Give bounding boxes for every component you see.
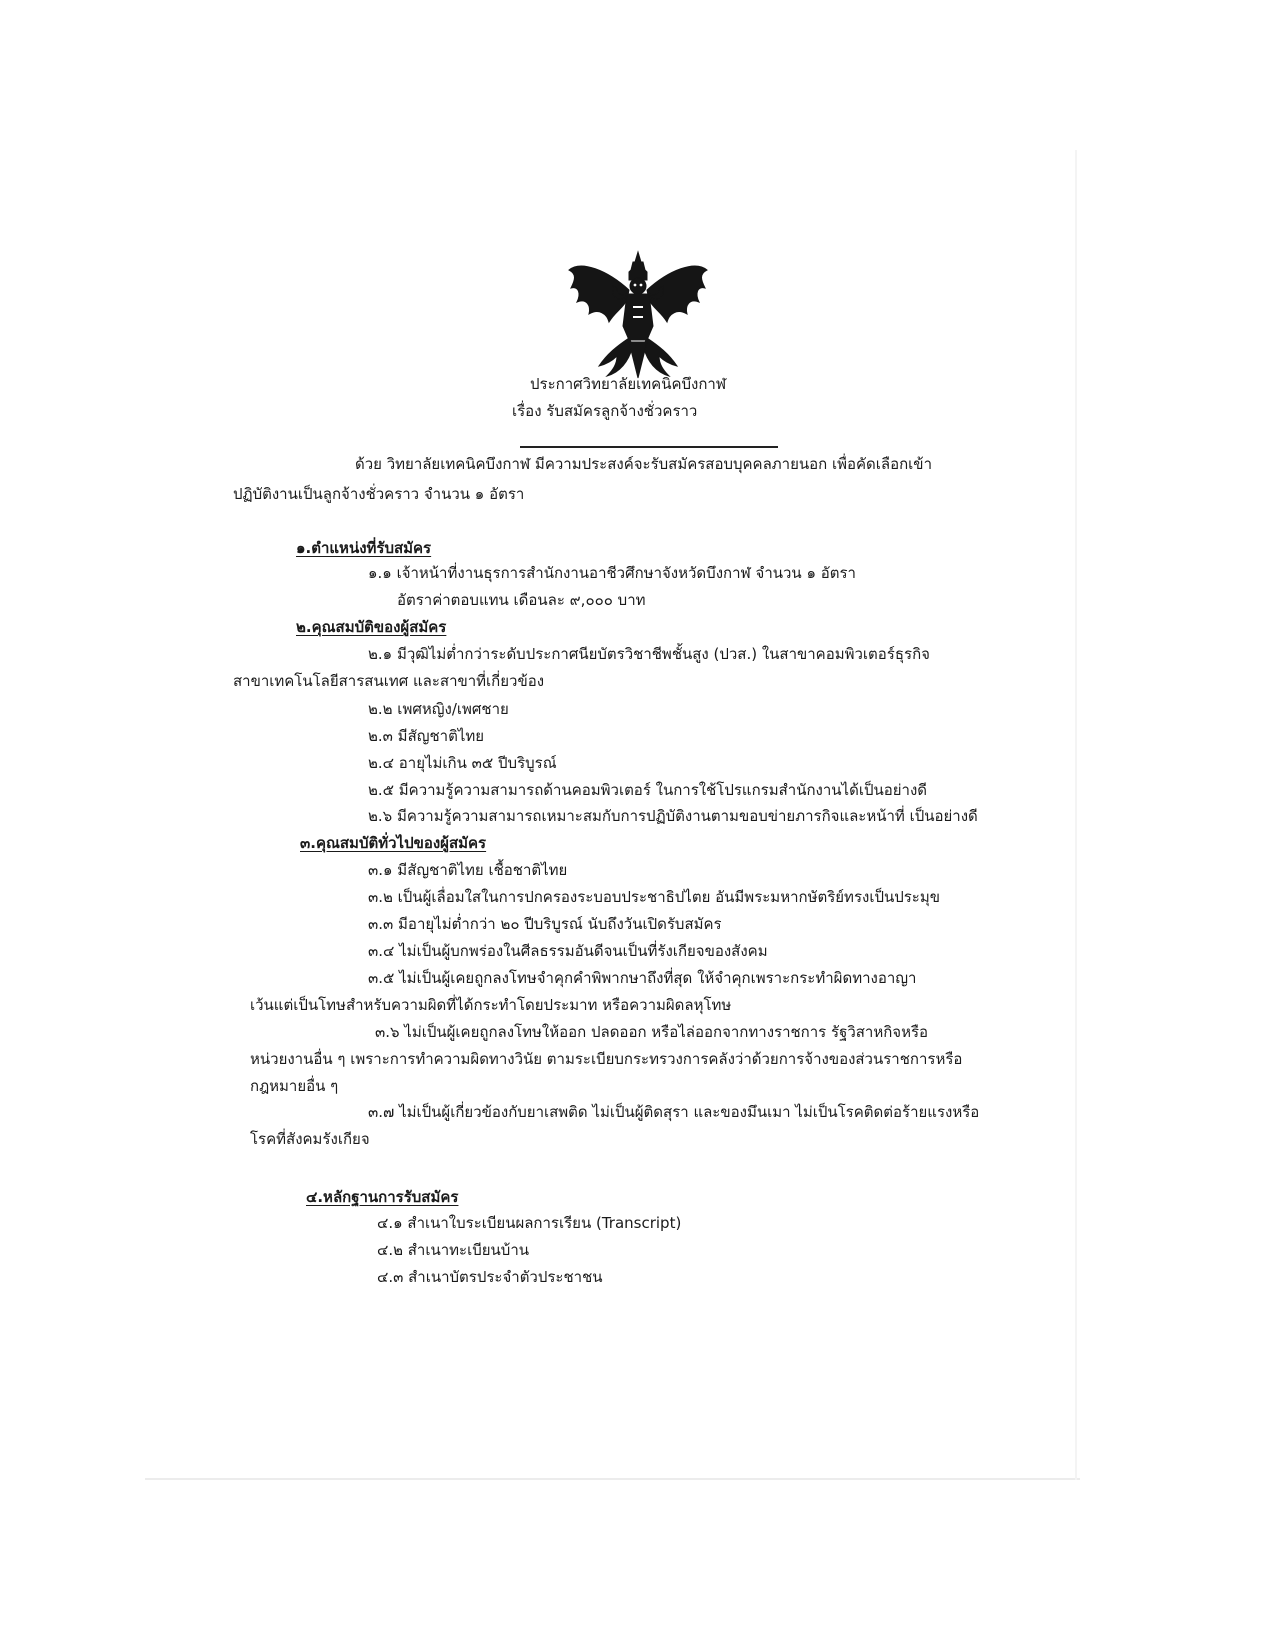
section-2-item-3: ๒.๓ มีสัญชาติไทย	[368, 727, 485, 745]
section-1-salary: อัตราค่าตอบแทน เดือนละ ๙,๐๐๐ บาท	[397, 591, 646, 609]
section-3-item-5-cont: เว้นแต่เป็นโทษสำหรับความผิดที่ได้กระทำโดยประมาท หรือความผิดลหุโทษ	[250, 996, 732, 1014]
title-divider	[520, 446, 778, 448]
section-1-item-1: ๑.๑ เจ้าหน้าที่งานธุรการสำนักงานอาชีวศึกษาจังหวัดบึงกาฬ จำนวน ๑ อัตรา	[368, 564, 856, 582]
section-3-item-4: ๓.๔ ไม่เป็นผู้บกพร่องในศีลธรรมอันดีจนเป็นที่รังเกียจของสังคม	[368, 942, 768, 960]
garuda-emblem-icon	[567, 250, 709, 382]
section-3-item-1: ๓.๑ มีสัญชาติไทย เชื้อชาติไทย	[368, 861, 568, 879]
section-4-item-1: ๔.๑ สำเนาใบระเบียนผลการเรียน (Transcript)	[377, 1214, 682, 1232]
section-2-heading: ๒.คุณสมบัติของผู้สมัคร	[296, 618, 447, 636]
section-3-item-6-cont: หน่วยงานอื่น ๆ เพราะการทำความผิดทางวินัย ตามระเบียบกระทรวงการคลังว่าด้วยการจ้างของส่วนราชการหรือ	[250, 1050, 963, 1068]
scan-edge-bottom	[145, 1478, 1080, 1480]
section-2-item-2: ๒.๒ เพศหญิง/เพศชาย	[368, 700, 509, 718]
section-2-item-6: ๒.๖ มีความรู้ความสามารถเหมาะสมกับการปฏิบัติงานตามขอบข่ายภารกิจและหน้าที่ เป็นอย่างดี	[368, 807, 978, 825]
section-3-item-5: ๓.๕ ไม่เป็นผู้เคยถูกลงโทษจำคุกคำพิพากษาถึงที่สุด ให้จำคุกเพราะกระทำผิดทางอาญา	[368, 969, 917, 987]
section-4-item-3: ๔.๓ สำเนาบัตรประจำตัวประชาชน	[377, 1268, 603, 1286]
section-3-item-7-cont: โรคที่สังคมรังเกียจ	[250, 1130, 370, 1148]
section-1-heading: ๑.ตำแหน่งที่รับสมัคร	[296, 539, 432, 557]
section-2-item-1: ๒.๑ มีวุฒิไม่ต่ำกว่าระดับประกาศนียบัตรวิชาชีพชั้นสูง (ปวส.) ในสาขาคอมพิวเตอร์ธุรกิจ	[368, 645, 930, 663]
section-2-item-4: ๒.๔ อายุไม่เกิน ๓๕ ปีบริบูรณ์	[368, 754, 557, 772]
intro-line-2: ปฏิบัติงานเป็นลูกจ้างชั่วคราว จำนวน ๑ อัตรา	[233, 485, 525, 503]
announcement-title: ประกาศวิทยาลัยเทคนิคบึงกาฬ	[530, 375, 727, 393]
section-2-item-5: ๒.๕ มีความรู้ความสามารถด้านคอมพิวเตอร์ ในการใช้โปรแกรมสำนักงานได้เป็นอย่างดี	[368, 781, 928, 799]
section-2-item-1-cont: สาขาเทคโนโลยีสารสนเทศ และสาขาที่เกี่ยวข้อง	[233, 672, 545, 690]
intro-line-1: ด้วย วิทยาลัยเทคนิคบึงกาฬ มีความประสงค์จะรับสมัครสอบบุคคลภายนอก เพื่อคัดเลือกเข้า	[355, 455, 932, 473]
section-4-item-2: ๔.๒ สำเนาทะเบียนบ้าน	[377, 1241, 529, 1259]
section-3-item-6: ๓.๖ ไม่เป็นผู้เคยถูกลงโทษให้ออก ปลดออก หรือไล่ออกจากทางราชการ รัฐวิสาหกิจหรือ	[375, 1023, 929, 1041]
section-3-heading: ๓.คุณสมบัติทั่วไปของผู้สมัคร	[300, 834, 487, 852]
section-3-item-7: ๓.๗ ไม่เป็นผู้เกี่ยวข้องกับยาเสพติด ไม่เป็นผู้ติดสุรา และของมึนเมา ไม่เป็นโรคติดต่อร้ายแรงหรือ	[368, 1103, 980, 1121]
section-3-item-3: ๓.๓ มีอายุไม่ต่ำกว่า ๒๐ ปีบริบูรณ์ นับถึงวันเปิดรับสมัคร	[368, 915, 722, 933]
section-3-item-2: ๓.๒ เป็นผู้เลื่อมใสในการปกครองระบอบประชาธิปไตย อันมีพระมหากษัตริย์ทรงเป็นประมุข	[368, 888, 941, 906]
announcement-subject: เรื่อง รับสมัครลูกจ้างชั่วคราว	[512, 402, 698, 420]
section-4-heading: ๔.หลักฐานการรับสมัคร	[306, 1188, 459, 1206]
scan-edge-right	[1075, 150, 1077, 1480]
section-3-item-6-cont-2: กฎหมายอื่น ๆ	[250, 1077, 339, 1095]
